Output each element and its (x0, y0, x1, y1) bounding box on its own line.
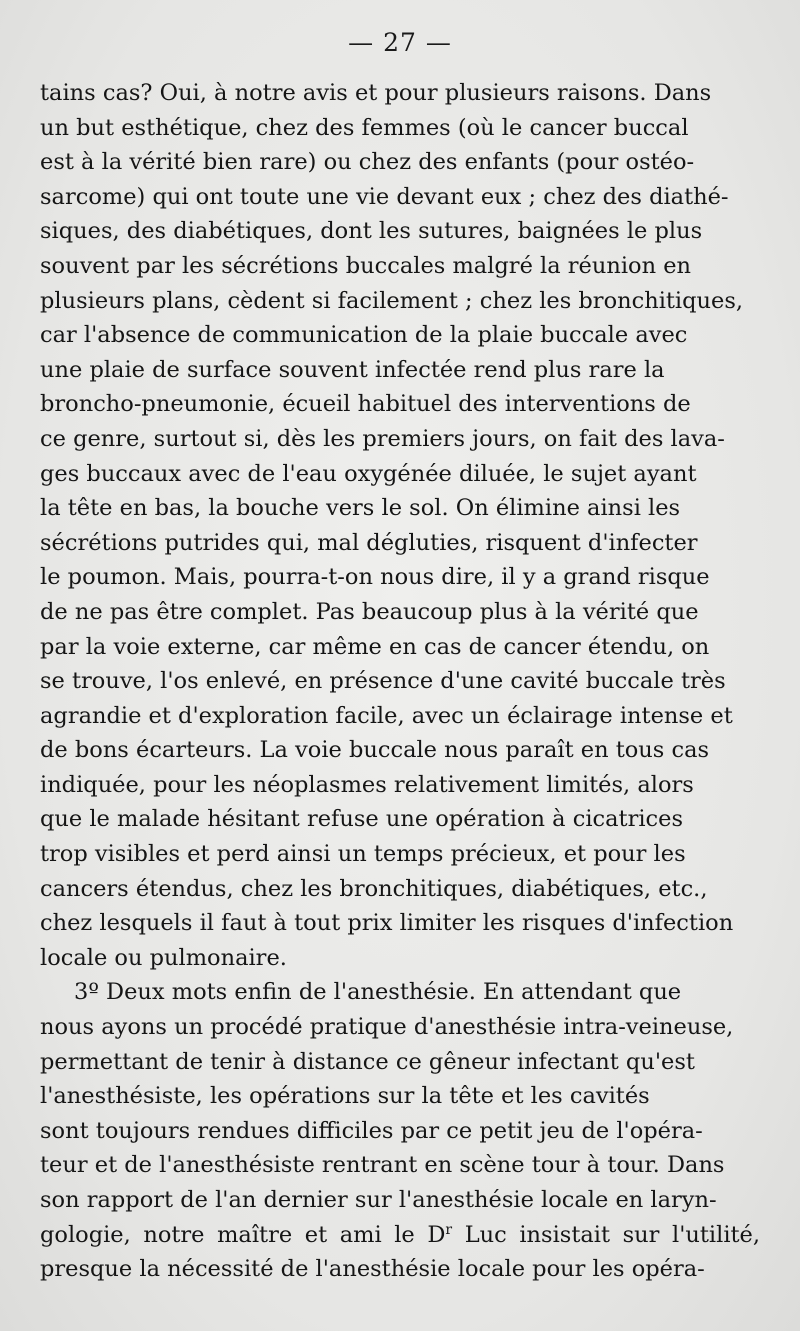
text-line: l'anesthésiste, les opérations sur la tête et les cavités (40, 1083, 650, 1110)
text-line: car l'absence de communication de la plaie buccale avec (40, 322, 688, 349)
text-line: la tête en bas, la bouche vers le sol. On élimine ainsi les (40, 495, 681, 522)
text-line: de ne pas être complet. Pas beaucoup plus à la vérité que (40, 598, 699, 625)
text-line: un but esthétique, chez des femmes (où le cancer buccal (40, 114, 689, 141)
text-line: tains cas? Oui, à notre avis et pour plusieurs raisons. Dans (40, 80, 712, 106)
text-line: indiquée, pour les néoplasmes relativement limités, alors (40, 771, 694, 798)
text-line: agrandie et d'exploration facile, avec un éclairage intense et (40, 702, 733, 729)
text-line: 3º Deux mots enfin de l'anesthésie. En attendant que (74, 979, 682, 1006)
body-text (40, 76, 760, 1287)
text-line: broncho-pneumonie, écueil habituel des interventions de (40, 391, 691, 418)
text-line: par la voie externe, car même en cas de cancer étendu, on (40, 633, 710, 660)
text-line: siques, des diabétiques, dont les sutures, baignées le plus (40, 218, 703, 245)
text-line: le poumon. Mais, pourra-t-on nous dire, il y a grand risque (40, 564, 710, 591)
text-line: souvent par les sécrétions buccales malgré la réunion en (40, 252, 692, 279)
text-line: sont toujours rendues difficiles par ce petit jeu de l'opéra- (40, 1117, 703, 1144)
text-fragment: Luc insistait sur l'utilité, (464, 1221, 761, 1248)
text-line: son rapport de l'an dernier sur l'anesthésie locale en laryn- (40, 1187, 717, 1213)
text-line: plusieurs plans, cèdent si facilement ; chez les bronchitiques, (40, 287, 744, 314)
text-line: presque la nécessité de l'anesthésie locale pour les opéra- (40, 1256, 705, 1283)
text-line: sarcome) qui ont toute une vie devant eux ; chez des diathé- (40, 183, 729, 210)
text-line: nous ayons un procédé pratique d'anesthésie intra-veineuse, (40, 1014, 734, 1041)
text-line: est à la vérité bien rare) ou chez des enfants (pour ostéo- (40, 149, 695, 176)
text-line: trop visibles et perd ainsi un temps précieux, et pour les (40, 841, 686, 868)
text-line: cancers étendus, chez les bronchitiques, diabétiques, etc., (40, 875, 708, 902)
text-line: que le malade hésitant refuse une opération à cicatrices (40, 806, 683, 833)
page-number: — 27 — (348, 28, 452, 57)
text-line: chez lesquels il faut à tout prix limiter les risques d'infection (40, 910, 734, 937)
text-line: de bons écarteurs. La voie buccale nous paraît en tous cas (40, 737, 710, 764)
text-line: ce genre, surtout si, dès les premiers jours, on fait des lava- (40, 425, 725, 452)
text-line-with-title (40, 1218, 760, 1253)
text-line: ges buccaux avec de l'eau oxygénée diluée, le sujet ayant (40, 460, 697, 487)
text-fragment: gologie, notre maître et ami le (40, 1221, 415, 1248)
text-line: locale ou pulmonaire. (40, 944, 287, 971)
title-abbreviation-base: D (427, 1221, 446, 1248)
title-abbreviation-superscript: r (445, 1221, 453, 1238)
text-line: sécrétions putrides qui, mal dégluties, risquent d'infecter (40, 529, 698, 556)
text-line: teur et de l'anesthésiste rentrant en scène tour à tour. Dans (40, 1152, 725, 1179)
text-line: permettant de tenir à distance ce gêneur infectant qu'est (40, 1048, 695, 1075)
title-abbreviation (427, 1222, 452, 1248)
text-line: se trouve, l'os enlevé, en présence d'une cavité buccale très (40, 668, 726, 695)
text-line: une plaie de surface souvent infectée rend plus rare la (40, 356, 665, 383)
